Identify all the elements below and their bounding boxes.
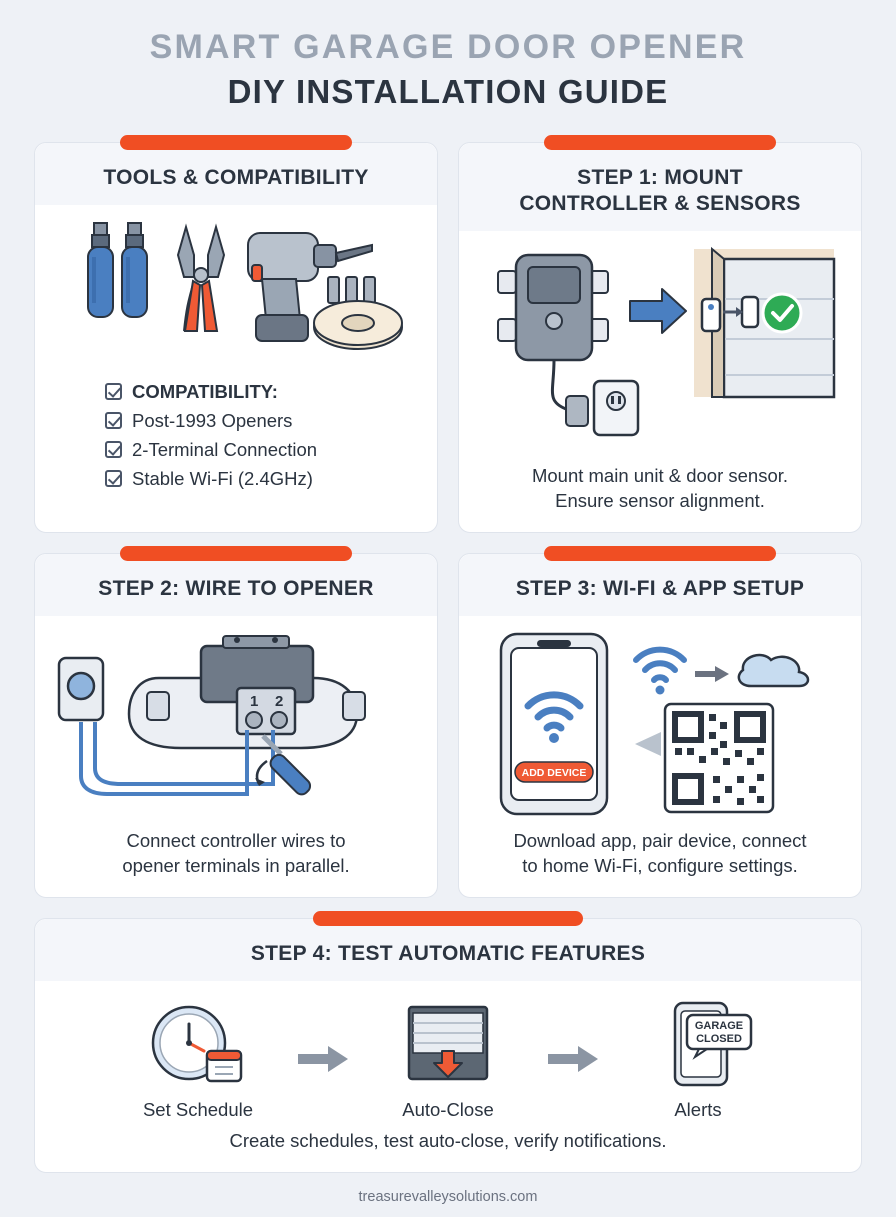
tools-illustration <box>66 215 406 375</box>
step4-label: Set Schedule <box>142 1098 254 1120</box>
card-title: STEP 2: WIRE TO OPENER <box>98 576 374 600</box>
card-header <box>459 143 861 231</box>
card-caption: Create schedules, test auto-close, verify notifications. <box>229 1129 667 1151</box>
badge-line2: CLOSED <box>696 1032 742 1045</box>
card-caption <box>513 829 806 879</box>
card-body <box>459 231 861 532</box>
card-tab <box>313 911 583 926</box>
card-step-1 <box>458 142 862 533</box>
checklist-label: COMPATIBILITY: <box>132 380 278 402</box>
mount-controller-illustration <box>480 241 840 456</box>
wifi-app-setup-illustration <box>475 626 845 821</box>
page-title-top: SMART GARAGE DOOR OPENER <box>149 28 747 66</box>
terminal-label-2: 2 <box>275 692 284 710</box>
card-body <box>35 981 861 1172</box>
caption-line1: Mount main unit & door sensor. <box>531 464 789 486</box>
step4-icon-row <box>118 997 778 1121</box>
caption-line2: to home Wi-Fi, configure settings. <box>522 854 798 876</box>
badge-line1: GARAGE <box>694 1019 744 1032</box>
card-header <box>459 554 861 616</box>
arrow-right-icon <box>296 1044 350 1074</box>
garage-door-icon <box>383 997 513 1093</box>
card-title: TOOLS & COMPATIBILITY <box>103 165 369 189</box>
compatibility-checklist <box>101 381 317 497</box>
caption-line1: Download app, pair device, connect <box>513 829 807 851</box>
check-icon <box>105 470 122 487</box>
footer-url: treasurevalleysolutions.com <box>358 1188 538 1205</box>
card-header <box>35 554 437 616</box>
page-title-bottom: DIY INSTALLATION GUIDE <box>227 72 669 110</box>
card-title: STEP 3: WI-FI & APP SETUP <box>515 576 805 600</box>
caption-line2: Ensure sensor alignment. <box>555 489 765 511</box>
card-caption <box>122 829 349 879</box>
card-title: STEP 4: TEST AUTOMATIC FEATURES <box>250 941 646 965</box>
card-caption <box>532 464 788 514</box>
card-tab <box>544 546 776 561</box>
arrow-right-icon <box>546 1044 600 1074</box>
card-step-4 <box>34 918 862 1173</box>
card-step-3 <box>458 553 862 898</box>
check-icon <box>105 412 122 429</box>
card-title-line1: STEP 1: MOUNT <box>577 165 743 189</box>
card-body <box>459 616 861 897</box>
card-header <box>35 919 861 981</box>
card-body <box>35 616 437 897</box>
card-tab <box>120 546 352 561</box>
wire-to-opener-illustration <box>51 626 421 821</box>
phone-alert-icon <box>633 997 763 1093</box>
card-tab <box>120 135 352 150</box>
checklist-label: Stable Wi-Fi (2.4GHz) <box>132 467 313 489</box>
caption-line2: opener terminals in parallel. <box>122 854 350 876</box>
cards-grid <box>34 142 862 1173</box>
list-item <box>105 381 317 403</box>
list-item <box>105 410 317 432</box>
checklist-label: Post-1993 Openers <box>132 409 293 431</box>
check-icon <box>105 383 122 400</box>
card-tab <box>544 135 776 150</box>
card-title-line2: CONTROLLER & SENSORS <box>519 191 801 215</box>
step4-item-schedule <box>118 997 278 1121</box>
card-body <box>35 205 437 519</box>
card-step-2 <box>34 553 438 898</box>
card-tools-compatibility <box>34 142 438 533</box>
step4-item-autoclose <box>368 997 528 1121</box>
add-device-button-label: ADD DEVICE <box>521 766 587 779</box>
step4-item-alerts <box>618 997 778 1121</box>
list-item <box>105 468 317 490</box>
header <box>34 0 862 112</box>
clock-calendar-icon <box>133 997 263 1093</box>
checklist-label: 2-Terminal Connection <box>132 438 318 460</box>
step4-label: Auto-Close <box>402 1098 494 1120</box>
card-header <box>35 143 437 205</box>
check-icon <box>105 441 122 458</box>
terminal-label-1: 1 <box>250 692 259 710</box>
list-item <box>105 439 317 461</box>
step4-label: Alerts <box>674 1098 722 1120</box>
caption-line1: Connect controller wires to <box>126 829 346 851</box>
